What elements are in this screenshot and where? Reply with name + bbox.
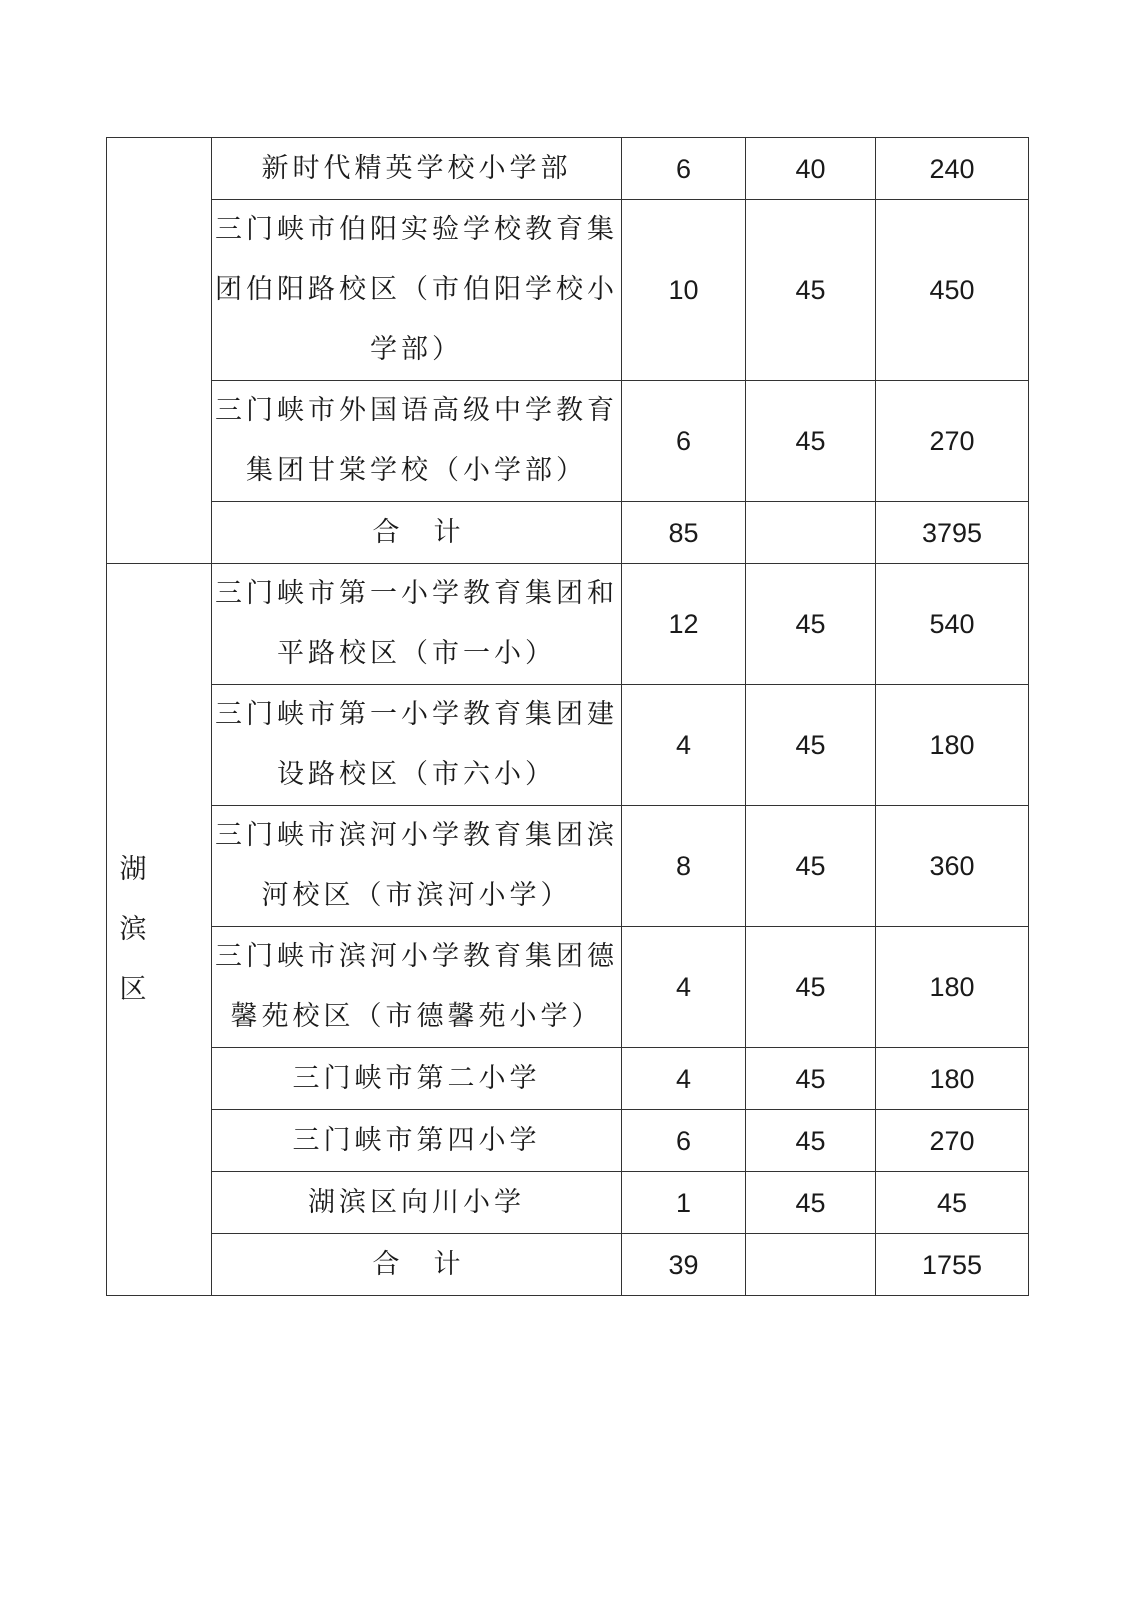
class-count: 6	[622, 1110, 746, 1172]
total-students: 540	[876, 564, 1029, 685]
subtotal-per-class	[746, 1234, 876, 1296]
subtotal-total: 1755	[876, 1234, 1029, 1296]
class-count: 4	[622, 685, 746, 806]
students-per-class: 45	[746, 685, 876, 806]
table-row	[107, 927, 1029, 1048]
school-name: 三门峡市外国语高级中学教育集团甘棠学校（小学部）	[212, 381, 622, 502]
total-students: 450	[876, 200, 1029, 381]
table-row	[107, 1110, 1029, 1172]
students-per-class: 45	[746, 1110, 876, 1172]
table-row	[107, 1048, 1029, 1110]
total-students: 240	[876, 138, 1029, 200]
table-row	[107, 685, 1029, 806]
class-count: 4	[622, 1048, 746, 1110]
school-name: 三门峡市滨河小学教育集团德馨苑校区（市德馨苑小学）	[212, 927, 622, 1048]
district-cell	[107, 564, 212, 1296]
class-count: 1	[622, 1172, 746, 1234]
students-per-class: 45	[746, 1048, 876, 1110]
total-students: 180	[876, 685, 1029, 806]
total-students: 180	[876, 1048, 1029, 1110]
total-students: 360	[876, 806, 1029, 927]
subtotal-per-class	[746, 502, 876, 564]
students-per-class: 40	[746, 138, 876, 200]
students-per-class: 45	[746, 927, 876, 1048]
class-count: 6	[622, 138, 746, 200]
school-name: 三门峡市第一小学教育集团建设路校区（市六小）	[212, 685, 622, 806]
subtotal-label-cell	[212, 1234, 622, 1296]
table-row	[107, 806, 1029, 927]
table-row	[107, 1172, 1029, 1234]
subtotal-classes: 85	[622, 502, 746, 564]
school-name: 三门峡市第四小学	[212, 1110, 622, 1172]
class-count: 6	[622, 381, 746, 502]
class-count: 12	[622, 564, 746, 685]
class-count: 4	[622, 927, 746, 1048]
subtotal-label: 合计	[372, 1248, 495, 1280]
students-per-class: 45	[746, 1172, 876, 1234]
table-row	[107, 200, 1029, 381]
subtotal-label-cell	[212, 502, 622, 564]
class-count: 8	[622, 806, 746, 927]
class-count: 10	[622, 200, 746, 381]
school-name: 新时代精英学校小学部	[212, 138, 622, 200]
total-students: 270	[876, 1110, 1029, 1172]
total-students: 270	[876, 381, 1029, 502]
subtotal-row	[107, 1234, 1029, 1296]
district-name: 湖滨区	[119, 853, 147, 1005]
district-cell-blank	[107, 138, 212, 564]
students-per-class: 45	[746, 564, 876, 685]
school-name: 三门峡市滨河小学教育集团滨河校区（市滨河小学）	[212, 806, 622, 927]
total-students: 180	[876, 927, 1029, 1048]
total-students: 45	[876, 1172, 1029, 1234]
subtotal-row	[107, 502, 1029, 564]
subtotal-classes: 39	[622, 1234, 746, 1296]
school-name: 三门峡市第一小学教育集团和平路校区（市一小）	[212, 564, 622, 685]
subtotal-total: 3795	[876, 502, 1029, 564]
school-name: 三门峡市第二小学	[212, 1048, 622, 1110]
school-name: 湖滨区向川小学	[212, 1172, 622, 1234]
students-per-class: 45	[746, 200, 876, 381]
students-per-class: 45	[746, 381, 876, 502]
table-row	[107, 564, 1029, 685]
students-per-class: 45	[746, 806, 876, 927]
school-name: 三门峡市伯阳实验学校教育集团伯阳路校区（市伯阳学校小学部）	[212, 200, 622, 381]
table-row	[107, 138, 1029, 200]
subtotal-label: 合计	[372, 516, 495, 548]
school-quota-table	[106, 137, 1029, 1296]
table-row	[107, 381, 1029, 502]
